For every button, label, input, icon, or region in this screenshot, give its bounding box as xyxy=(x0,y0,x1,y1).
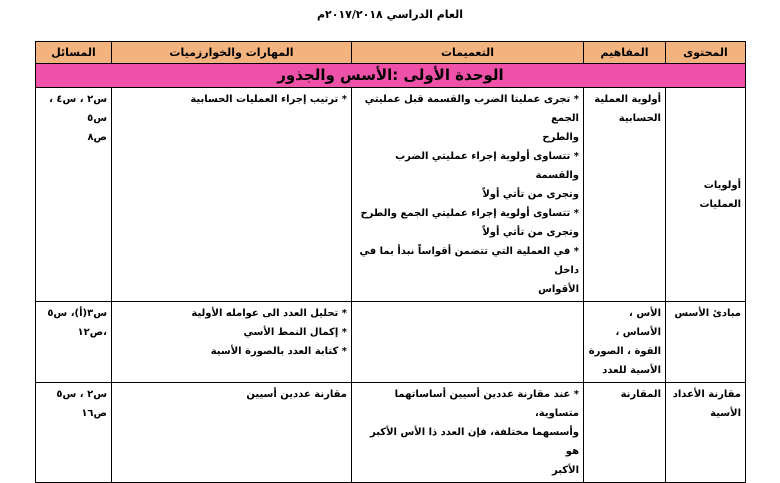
skill-line: * ترتيب إجراء العمليات الحسابية xyxy=(190,94,347,105)
concepts-line: أولوية العملية xyxy=(594,94,661,105)
generalization-line: الأقواس xyxy=(538,284,579,295)
header-content: المحتوى xyxy=(666,42,746,64)
content-line: الأسية xyxy=(710,408,741,419)
academic-year-heading: العام الدراسي ٢٠١٧/٢٠١٨م xyxy=(316,8,464,21)
problems-cell xyxy=(36,302,112,383)
table-row xyxy=(36,302,746,383)
generalization-line: * عند مقارنة عددين أسيين أساساتهما متساوية، xyxy=(394,389,579,419)
content-line: مقارنة الأعداد xyxy=(672,389,741,400)
skill-line: * تحليل العدد الى عوامله الأولية xyxy=(191,308,347,319)
content-line: العمليات xyxy=(699,198,741,210)
content-line: مبادئ الأسس xyxy=(674,308,741,319)
header-skills: المهارات والخوارزميات xyxy=(112,42,352,64)
problems-cell xyxy=(36,383,112,483)
concepts-cell xyxy=(584,383,666,483)
generalization-line: * تتساوى أولوية إجراء عمليتي الضرب والقسمة xyxy=(395,151,579,181)
concepts-line: الحسابية xyxy=(618,113,661,124)
generalization-line: * تجرى عمليتا الضرب والقسمة قبل عمليتي الجمع xyxy=(364,94,579,124)
problems-line: س٢ ، س٥ xyxy=(56,389,107,400)
generalization-line: والطرح xyxy=(542,132,579,143)
skills-cell xyxy=(112,383,352,483)
content-cell xyxy=(666,383,746,483)
generalizations-cell xyxy=(352,302,584,383)
table-row xyxy=(36,88,746,302)
curriculum-table xyxy=(35,41,746,483)
problems-line: ،ص١٢ xyxy=(77,327,107,338)
problems-line: ص٨ xyxy=(87,132,107,143)
skills-cell xyxy=(112,302,352,383)
skill-line: * إكمال النمط الأسي xyxy=(243,327,347,338)
table-row xyxy=(36,383,746,483)
header-generalizations: التعميمات xyxy=(352,42,584,64)
content-cell xyxy=(666,88,746,302)
generalizations-cell xyxy=(352,88,584,302)
header-row xyxy=(36,42,746,64)
header-concepts: المفاهيم xyxy=(584,42,666,64)
problems-line: س٣(أ)، س٥ xyxy=(47,308,107,319)
content-line: أولويات xyxy=(703,179,741,191)
unit-title: الوحدة الأولى :الأسس والجذور xyxy=(36,64,746,88)
problems-cell xyxy=(36,88,112,302)
generalization-line: * تتساوى أولوية إجراء عمليتي الجمع والطرح xyxy=(360,208,579,219)
concepts-line: المقارنة xyxy=(620,389,661,400)
generalizations-cell xyxy=(352,383,584,483)
generalization-line: وتجرى من تأتي أولاً xyxy=(482,227,579,238)
unit-title-row xyxy=(36,64,746,88)
problems-line: ص١٦ xyxy=(81,408,107,419)
concepts-cell xyxy=(584,88,666,302)
skills-cell xyxy=(112,88,352,302)
problems-line: س٥ xyxy=(87,113,107,124)
skill-line: * كتابة العدد بالصورة الأسية xyxy=(210,346,347,357)
concepts-line: القوة ، الصورة xyxy=(588,346,661,357)
generalization-line: * في العملية التي تتضمن أقواساً نبدأ بما في داخل xyxy=(359,246,579,276)
skill-line: مقارنة عددين أسيين xyxy=(246,389,347,400)
generalization-line: الأكبر xyxy=(552,465,579,476)
concepts-line: الأسية للعدد xyxy=(602,365,661,376)
content-cell xyxy=(666,302,746,383)
header-problems: المسائل xyxy=(36,42,112,64)
problems-line: س٢ ، س٤ ، xyxy=(49,94,107,105)
concepts-line: الأس ، الأساس ، xyxy=(615,308,661,338)
concepts-cell xyxy=(584,302,666,383)
generalization-line: وأسسهما مختلفة، فإن العدد ذا الأس الأكبر هو xyxy=(369,427,579,457)
generalization-line: وتجرى من تأتي أولاً xyxy=(482,189,579,200)
